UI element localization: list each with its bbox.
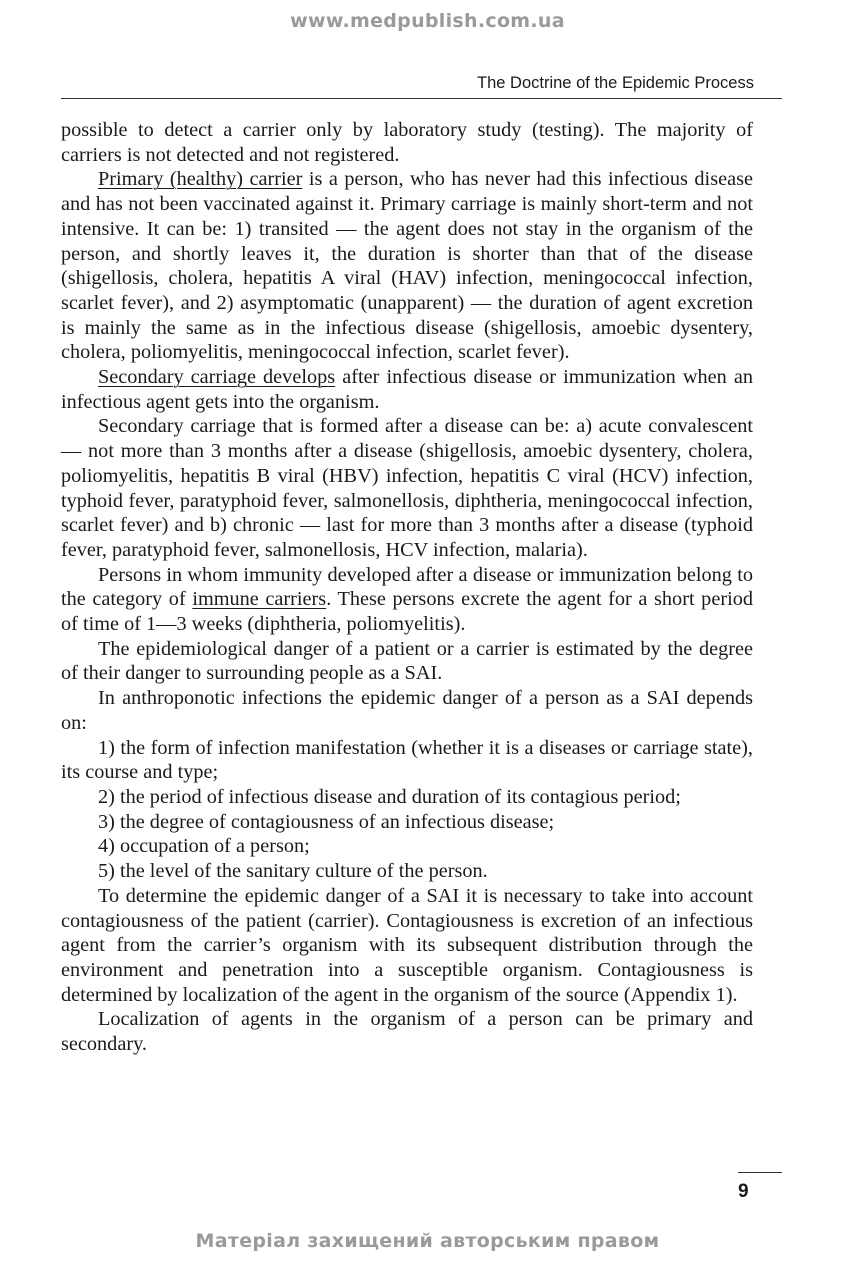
paragraph-localization: Localization of agents in the organism of a person can be primary and secondary. <box>61 1008 753 1056</box>
page-number: 9 <box>738 1181 749 1202</box>
list-item: 2) the period of infectious disease and duration of its contagious period; <box>98 785 681 808</box>
paragraph-immune-carriers <box>61 563 753 637</box>
paragraph-secondary-types: Secondary carriage that is formed after a disease can be: a) acute convalescent — not more than 3 months after a disease (shigellosis, amoebic dysentery, cholera, poliomyelitis, hepatitis B viral (HBV) infection, hepatitis C viral (HCV) infection, typhoid fever, paratyphoid fever, salmonellosis, diphtheria, meningococcal infection, scarlet fever) and b) chronic — last for more than 3 months after a disease (typhoid fever, paratyphoid fever, salmonellosis, HCV infection, malaria). <box>61 415 753 561</box>
paragraph-primary-carrier <box>61 167 753 365</box>
body-text <box>61 118 753 1057</box>
paragraph-anthroponotic: In anthroponotic infections the epidemic danger of a person as a SAI depends on: <box>61 687 753 734</box>
running-head: The Doctrine of the Epidemic Process <box>477 74 754 92</box>
header-rule <box>61 98 782 99</box>
paragraph-immune-carriers-start: Persons in whom immunity developed after a disease or immunization belong to the category of <box>61 563 753 611</box>
list-item: 4) occupation of a person; <box>98 835 310 858</box>
folio-rule <box>738 1172 782 1173</box>
list-item: 1) the form of infection manifestation (whether it is a diseases or carriage state), its course and type; <box>61 736 753 784</box>
paragraph-secondary-carriage <box>61 365 753 414</box>
paragraph-contagiousness: To determine the epidemic danger of a SAI it is necessary to take into account contagiousness of the patient (carrier). Contagiousness is excretion of an infectious agent from the carrier’s organism with its subsequent distribution through the environment and penetration into a susceptible organism. Contagiousness is determined by localization of the agent in the organism of the source (Appendix 1). <box>61 884 753 1006</box>
list-item: 3) the degree of contagiousness of an infectious disease; <box>98 810 555 833</box>
paragraph-1: possible to detect a carrier only by laboratory study (testing). The majority of carriers is not detected and not registered. <box>61 119 753 166</box>
watermark-url: www.medpublish.com.ua <box>290 10 565 32</box>
term-secondary-carriage: Secondary carriage develops <box>98 366 336 389</box>
copyright-watermark: Матеріал захищений авторським правом <box>195 1230 660 1252</box>
paragraph-immune-carriers-text: . These persons excrete the agent for a short period of time of 1—3 weeks (diphtheria, poliomyelitis). <box>61 588 753 636</box>
term-primary-carrier: Primary (healthy) carrier <box>98 168 303 191</box>
paragraph-epidemiological-danger: The epidemiological danger of a patient or a carrier is estimated by the degree of their danger to surrounding people as a SAI. <box>61 637 753 685</box>
paragraph-secondary-carriage-text: after infectious disease or immunization when an infectious agent gets into the organism. <box>61 366 753 413</box>
paragraph-primary-carrier-text: is a person, who has never had this infectious disease and has not been vaccinated against it. Primary carriage is mainly short-term and not intensive. It can be: 1) transited — the agent does not stay in the organism of the person, and shortly leaves it, the duration is shorter than that of the disease (shigellosis, cholera, hepatitis A viral (HAV) infection, meningococcal infection, scarlet fever), and 2) asymptomatic (unapparent) — the duration of agent excretion is mainly the same as in the infectious disease (shigellosis, amoebic dysentery, cholera, poliomyelitis, meningococcal infection, scarlet fever). <box>61 168 753 364</box>
list-item: 5) the level of the sanitary culture of the person. <box>98 860 488 883</box>
term-immune-carriers: immune carriers <box>192 588 327 611</box>
